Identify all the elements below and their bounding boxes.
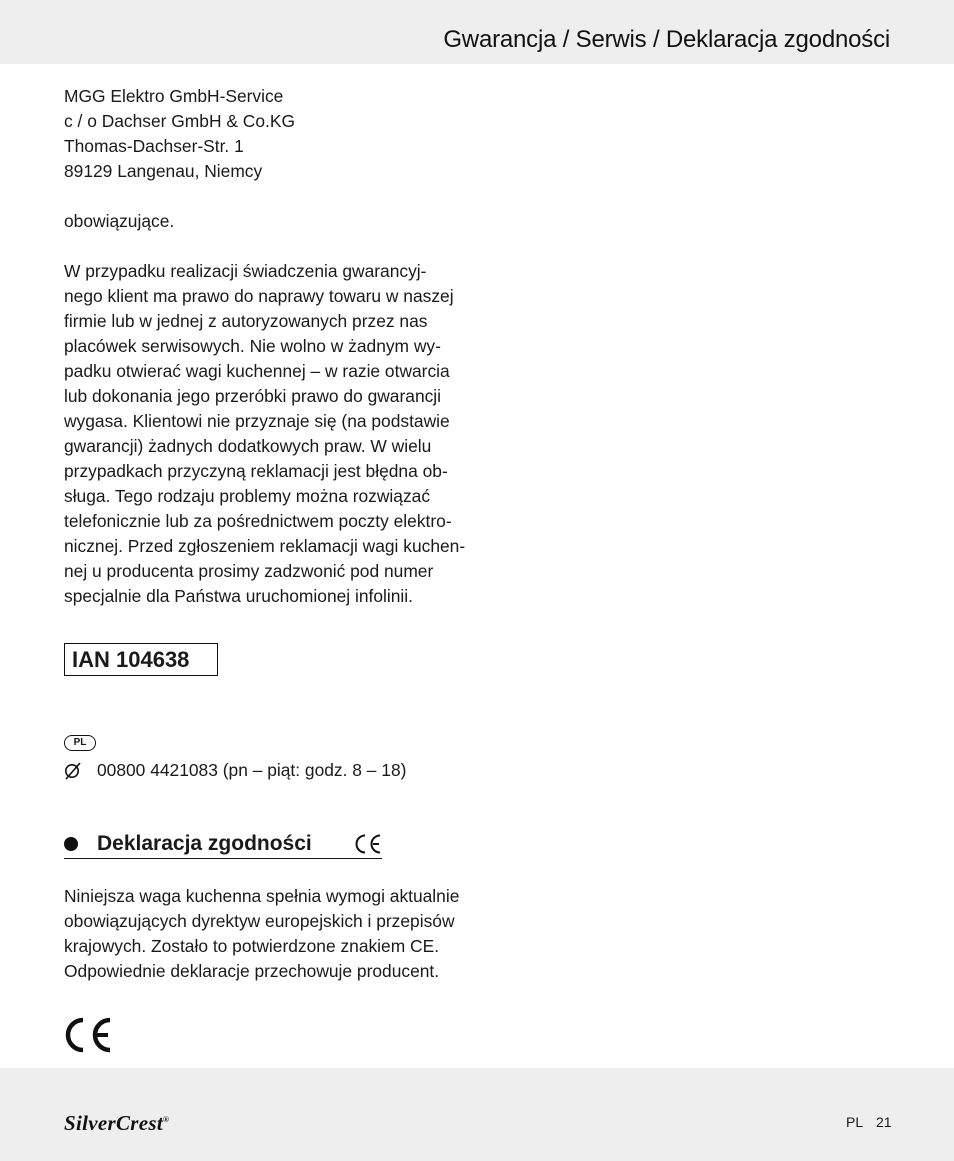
paragraph-line: gwarancji) żadnych dodatkowych praw. W wielu — [64, 436, 432, 456]
country-badge: PL — [64, 735, 96, 751]
phone-symbol-icon — [64, 761, 82, 781]
paragraph-line: sługa. Tego rodzaju problemy można rozwiązać — [64, 486, 431, 506]
logo-text: SilverCrest — [64, 1111, 163, 1135]
ian-box: IAN 104638 — [64, 643, 218, 676]
paragraph-line: padku otwierać wagi kuchennej – w razie otwarcia — [64, 361, 450, 381]
paragraph-line: nicznej. Przed zgłoszeniem reklamacji wagi kuchen- — [64, 536, 466, 556]
registered-mark-icon: ® — [162, 1115, 170, 1124]
paragraph-line: telefonicznie lub za pośrednictwem poczty elektro- — [64, 511, 452, 531]
header-bar — [0, 0, 954, 64]
address-line: MGG Elektro GmbH-Service — [64, 86, 284, 106]
service-phone-text: 00800 4421083 (pn – piąt: godz. 8 – 18) — [97, 760, 407, 780]
paragraph-line: krajowych. Zostało to potwierdzone znakiem CE. — [64, 936, 440, 956]
paragraph-line: lub dokonania jego przeróbki prawo do gwarancji — [64, 386, 442, 406]
address-line: 89129 Langenau, Niemcy — [64, 161, 263, 181]
ce-mark-icon — [354, 833, 383, 855]
paragraph-line: Odpowiednie deklaracje przechowuje producent. — [64, 961, 440, 981]
paragraph-line: przypadkach przyczyną reklamacji jest błędna ob- — [64, 461, 448, 481]
declaration-heading: Deklaracja zgodności — [97, 832, 312, 855]
paragraph-line: specjalnie dla Państwa uruchomionej infolinii. — [64, 586, 413, 606]
silvercrest-logo — [64, 1111, 169, 1136]
ce-mark-icon — [64, 1017, 114, 1053]
paragraph-line: obowiązujących dyrektyw europejskich i przepisów — [64, 911, 455, 931]
warranty-paragraph — [64, 259, 474, 609]
declaration-paragraph — [64, 884, 474, 984]
paragraph-line: Niniejsza waga kuchenna spełnia wymogi aktualnie — [64, 886, 460, 906]
page-title: Gwarancja / Serwis / Deklaracja zgodności — [443, 26, 890, 53]
bullet-icon — [64, 837, 78, 851]
paragraph-line: obowiązujące. — [64, 211, 175, 231]
page-language: PL — [846, 1114, 864, 1130]
paragraph-line: placówek serwisowych. Nie wolno w żadnym wy- — [64, 336, 441, 356]
paragraph-line: W przypadku realizacji świadczenia gwarancyj- — [64, 261, 427, 281]
obowiazujace-paragraph — [64, 209, 474, 234]
address-line: c / o Dachser GmbH & Co.KG — [64, 111, 295, 131]
paragraph-line: nego klient ma prawo do naprawy towaru w naszej — [64, 286, 454, 306]
paragraph-line: nej u producenta prosimy zadzwonić pod numer — [64, 561, 434, 581]
paragraph-line: wygasa. Klientowi nie przyznaje się (na podstawie — [64, 411, 450, 431]
address-block — [64, 84, 474, 184]
heading-underline — [64, 858, 382, 859]
page-number: 21 — [876, 1114, 892, 1130]
paragraph-line: firmie lub w jednej z autoryzowanych przez nas — [64, 311, 428, 331]
address-line: Thomas-Dachser-Str. 1 — [64, 136, 244, 156]
